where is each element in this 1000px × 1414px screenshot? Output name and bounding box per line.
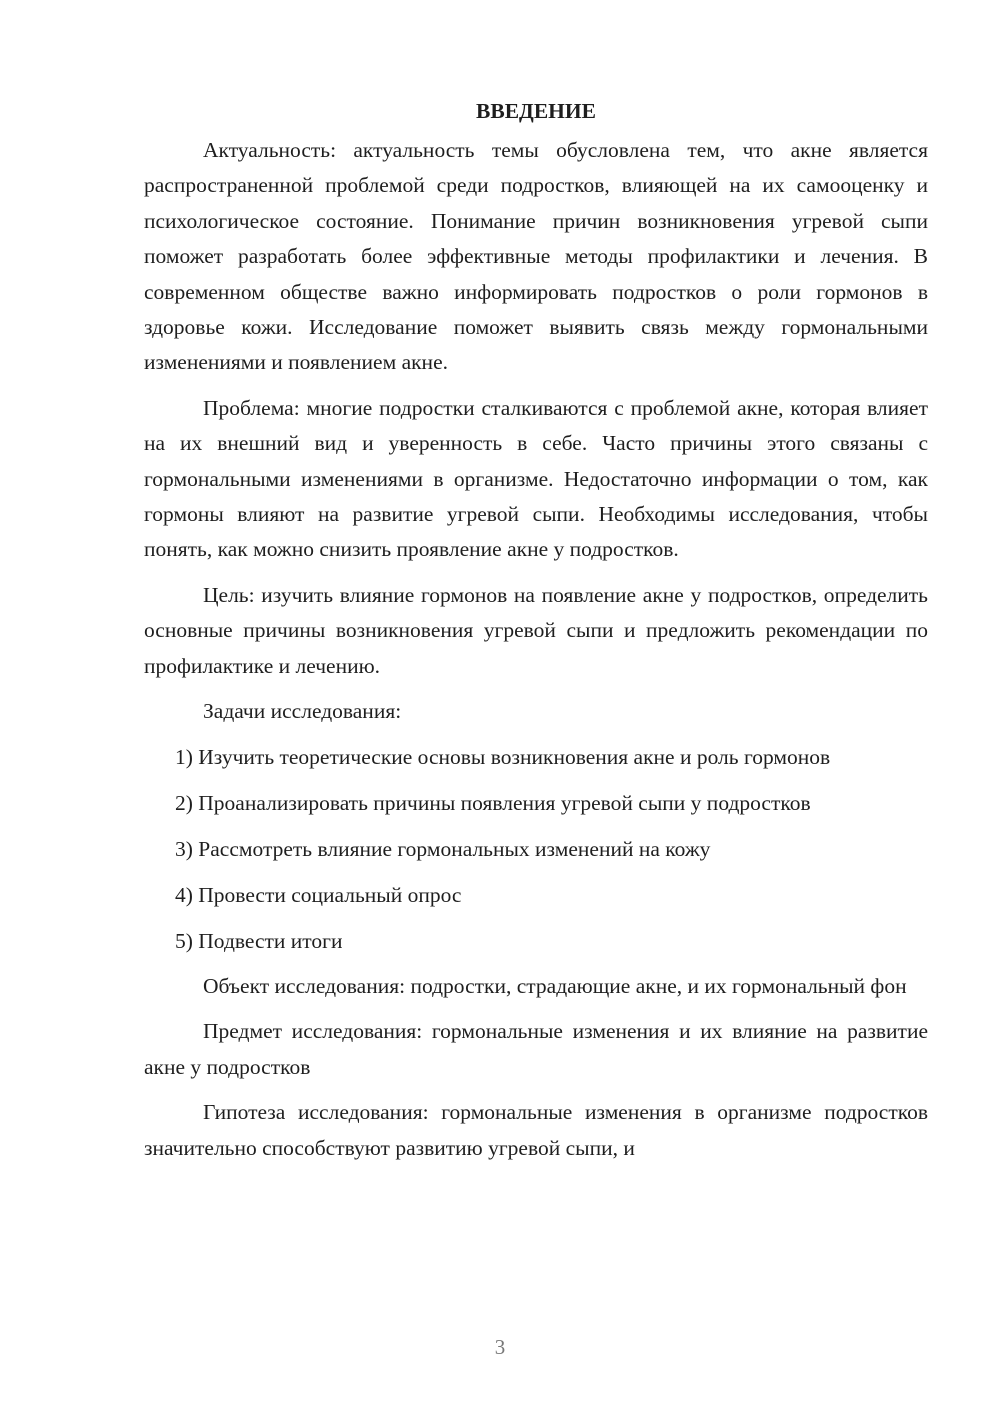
problem-paragraph: Проблема: многие подростки сталкиваются с проблемой акне, которая влияет на их внешний вид и уверенность в себе. Часто причины этого связаны с гормональными изменениями в организме. Недостаточно информации о том, как гормоны влияют на развитие угревой сыпи. Необходимы исследования, чтобы понять, как можно снизить проявление акне у подростков. [144, 395, 928, 562]
relevance-paragraph: Актуальность: актуальность темы обусловлена тем, что акне является распространенной проблемой среди подростков, влияющей на их самооценку и психологическое состояние. Понимание причин возникновения угревой сыпи поможет разработать более эффективные методы профилактики и лечения. В современном обществе важно информировать подростков о роли гормонов в здоровье кожи. Исследование поможет выявить связь между гормональными изменениями и появлением акне. [144, 138, 928, 375]
task-item-4: 4) Провести социальный опрос [175, 882, 462, 907]
task-item-3: 3) Рассмотреть влияние гормональных изменений на кожу [175, 836, 711, 861]
tasks-heading: Задачи исследования: [203, 699, 402, 724]
task-item-2: 2) Проанализировать причины появления угревой сыпи у подростков [175, 790, 811, 815]
goal-paragraph: Цель: изучить влияние гормонов на появление акне у подростков, определить основные причины возникновения угревой сыпи и предложить рекомендации по профилактике и лечению. [144, 582, 928, 678]
object-paragraph: Объект исследования: подростки, страдающие акне, и их гормональный фон [203, 974, 907, 999]
page-content [144, 94, 928, 1166]
section-title: ВВЕДЕНИЕ [476, 99, 596, 123]
hypothesis-paragraph: Гипотеза исследования: гормональные изменения в организме подростков значительно способствуют развитию угревой сыпи, и [144, 1100, 928, 1160]
task-item-5: 5) Подвести итоги [175, 928, 343, 953]
page-number: 3 [494, 1335, 506, 1359]
task-item-1: 1) Изучить теоретические основы возникновения акне и роль гормонов [175, 745, 831, 769]
subject-paragraph: Предмет исследования: гормональные изменения и их влияние на развитие акне у подростков [144, 1019, 928, 1079]
